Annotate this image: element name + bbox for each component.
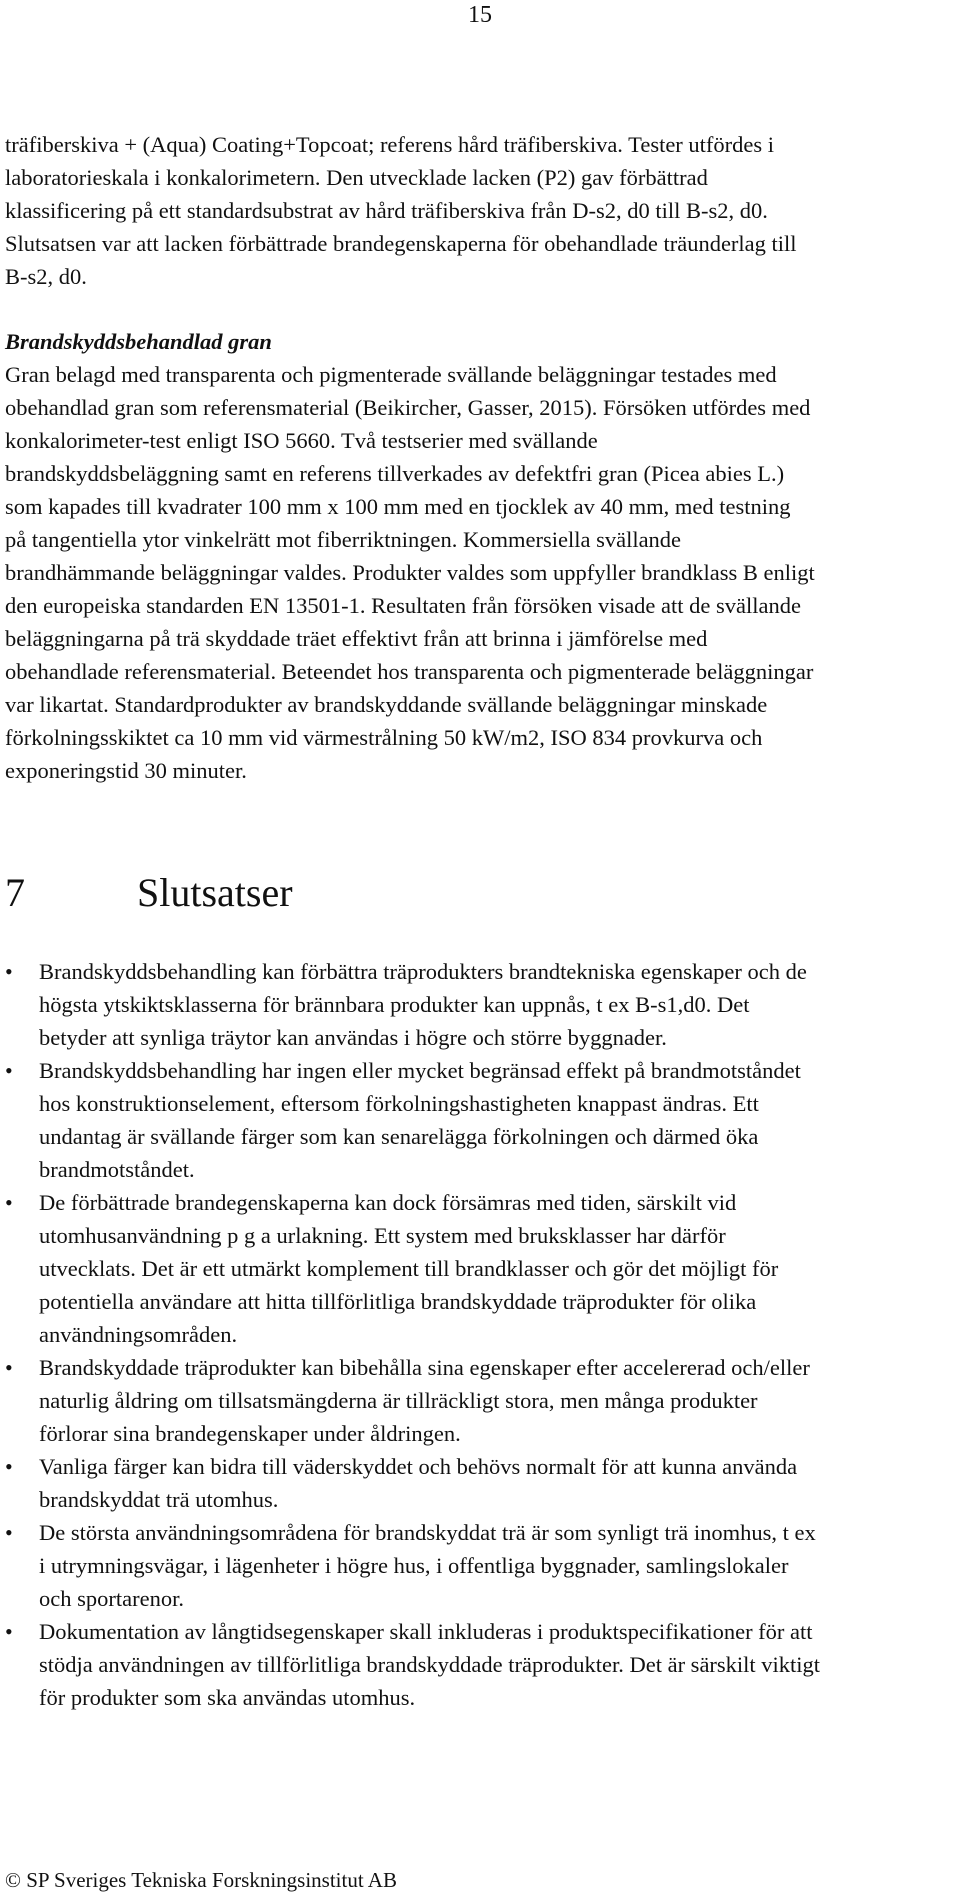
bullet-icon: •: [5, 1058, 13, 1083]
bullet-icon: •: [5, 1619, 13, 1644]
list-item: [5, 1450, 950, 1516]
subsection-heading: Brandskyddsbehandlad gran: [5, 329, 272, 354]
bullet-icon: •: [5, 1454, 13, 1479]
paragraph-intro: träfiberskiva + (Aqua) Coating+Topcoat; referens hård träfiberskiva. Tester utfördes i laboratorieskala i konkalorimetern. Den utvecklade lacken (P2) gav förbättrad klassificering på ett standardsubstrat av hård träfiberskiva från D-s2, d0 till B-s2, d0. Slutsatsen var att lacken förbättrade brandegenskaperna för obehandlade träunderlag till B-s2, d0.: [5, 132, 797, 289]
list-item-text: Brandskyddade träprodukter kan bibehålla sina egenskaper efter accelererad och/eller naturlig åldring om tillsatsmängderna är tillräckligt stora, men många produkter förlorar sina brandegenskaper under åldringen.: [39, 1355, 810, 1446]
list-item-text: Brandskyddsbehandling har ingen eller mycket begränsad effekt på brandmotståndet hos konstruktionselement, eftersom förkolningshastigheten knappast ändras. Ett undantag är svällande färger som kan senarelägga förkolningen och därmed öka brandmotståndet.: [39, 1058, 801, 1182]
list-item-text: Vanliga färger kan bidra till väderskyddet och behövs normalt för att kunna använda brandskyddat trä utomhus.: [39, 1454, 798, 1512]
section-heading: [5, 871, 950, 915]
list-item-text: De förbättrade brandegenskaperna kan dock försämras med tiden, särskilt vid utomhusanvändning p g a urlakning. Ett system med bruksklasser har därför utvecklats. Det är ett utmärkt komplement till brandklasser och gör det möjligt för potentiella användare att hitta tillförlitliga brandskyddade träprodukter för olika användningsområden.: [39, 1190, 779, 1347]
list-item-text: Brandskyddsbehandling kan förbättra träprodukters brandtekniska egenskaper och de högsta ytskiktsklasserna för brännbara produkter kan uppnås, t ex B-s1,d0. Det betyder att synliga träytor kan användas i högre och större byggnader.: [39, 959, 807, 1050]
list-item: [5, 1054, 950, 1186]
list-item: [5, 955, 950, 1054]
section-number: 7: [5, 870, 25, 915]
conclusions-list: [5, 955, 950, 1714]
page-content: [5, 128, 950, 1714]
list-item: [5, 1351, 950, 1450]
bullet-icon: •: [5, 1355, 13, 1380]
list-item-text: De största användningsområdena för brandskyddat trä är som synligt trä inomhus, t ex i utrymningsvägar, i lägenheter i högre hus, i offentliga byggnader, samlingslokaler och sportarenor.: [39, 1520, 816, 1611]
list-item: [5, 1516, 950, 1615]
bullet-icon: •: [5, 959, 13, 984]
bullet-icon: •: [5, 1190, 13, 1215]
list-item: [5, 1615, 950, 1714]
subsection-body: Gran belagd med transparenta och pigmenterade svällande beläggningar testades med obehandlad gran som referensmaterial (Beikircher, Gasser, 2015). Försöken utfördes med konkalorimeter-test enligt ISO 5660. Två testserier med svällande brandskyddsbeläggning samt en referens tillverkades av defektfri gran (Picea abies L.) som kapades till kvadrater 100 mm x 100 mm med en tjocklek av 40 mm, med testning på tangentiella ytor vinkelrätt mot fiberriktningen. Kommersiella svällande brandhämmande beläggningar valdes. Produkter valdes som uppfyller brandklass B enligt den europeiska standarden EN 13501-1. Resultaten från försöken visade att de svällande beläggningarna på trä skyddade träet effektivt från att brinna i jämförelse med obehandlade referensmaterial. Beteendet hos transparenta och pigmenterade beläggningar var likartat. Standardprodukter av brandskyddande svällande beläggningar minskade förkolningsskiktet ca 10 mm vid värmestrålning 50 kW/m2, ISO 834 provkurva och exponeringstid 30 minuter.: [5, 362, 815, 783]
section-title: Slutsatser: [137, 870, 293, 915]
footer-copyright: © SP Sveriges Tekniska Forskningsinstitut AB: [5, 1868, 397, 1892]
list-item-text: Dokumentation av långtidsegenskaper skall inkluderas i produktspecifikationer för att stödja användningen av tillförlitliga brandskyddade träprodukter. Det är särskilt viktigt för produkter som ska användas utomhus.: [39, 1619, 821, 1710]
page-number: 15: [468, 2, 492, 28]
list-item: [5, 1186, 950, 1351]
bullet-icon: •: [5, 1520, 13, 1545]
